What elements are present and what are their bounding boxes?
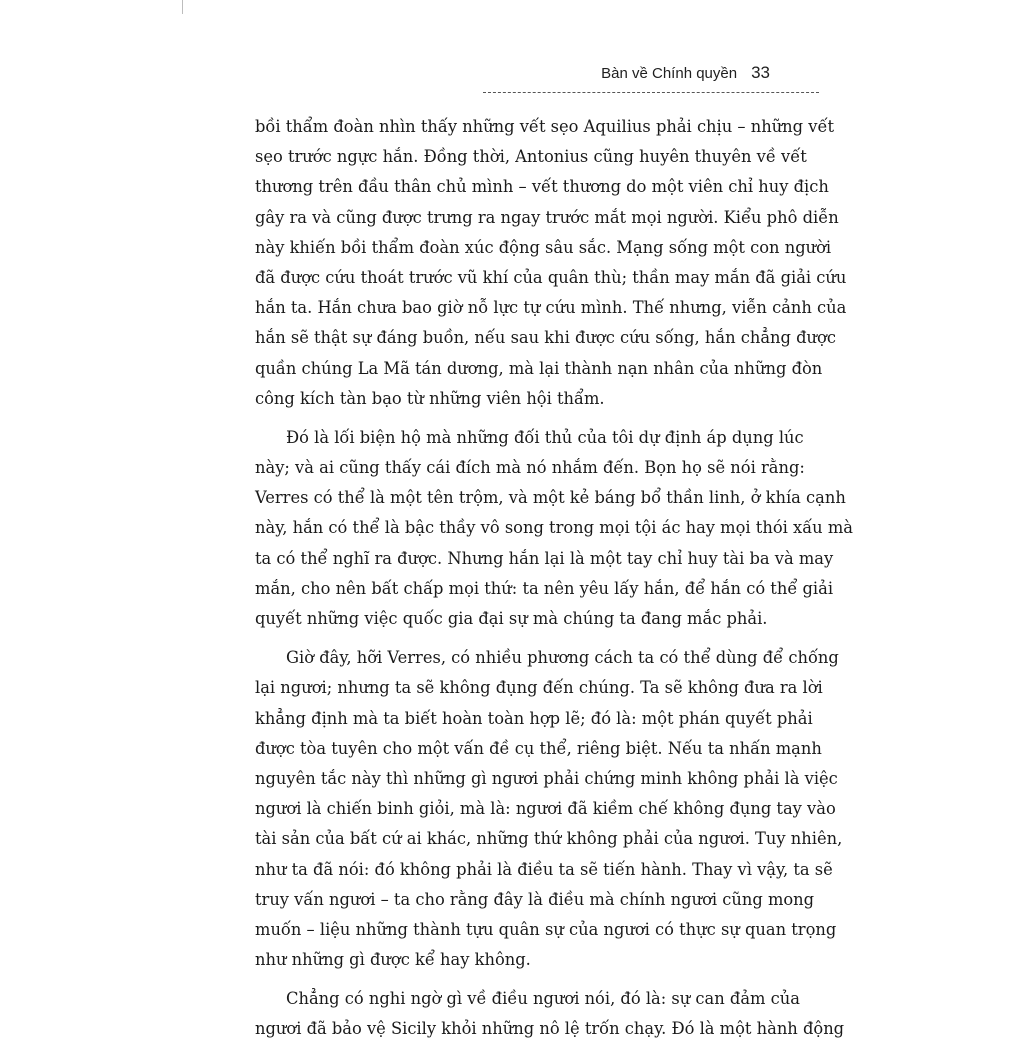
text-line: quyết những việc quốc gia đại sự mà chúng ta đang mắc phải. [255,609,768,628]
text-line: truy vấn ngươi – ta cho rằng đây là điều mà chính ngươi cũng mong [255,889,815,909]
text-line: ngươi đã bảo vệ Sicily khỏi những nô lệ trốn chạy. Đó là một hành động [255,1019,845,1039]
text-line: hắn sẽ thật sự đáng buồn, nếu sau khi được cứu sống, hắn chẳng được [255,328,836,348]
text-line: đã được cứu thoát trước vũ khí của quân thù; thần may mắn đã giải cứu [255,267,847,287]
paragraph [255,423,853,634]
text-line: công kích tàn bạo từ những viên hội thẩm. [255,388,605,408]
text-line: sẹo trước ngực hắn. Đồng thời, Antonius cũng huyên thuyên về vết [255,147,807,167]
text-line: Giờ đây, hỡi Verres, có nhiều phương cách ta có thể dùng để chống [286,648,839,668]
text-line: Chẳng có nghi ngờ gì về điều ngươi nói, đó là: sự can đảm của [286,989,800,1009]
text-line: mắn, cho nên bất chấp mọi thứ: ta nên yêu lấy hắn, để hắn có thể giải [255,578,834,598]
text-line: này, hắn có thể là bậc thầy vô song trong mọi tội ác hay mọi thói xấu mà [255,518,853,538]
body-text [255,112,853,1045]
paragraph [255,984,845,1044]
text-line: như ta đã nói: đó không phải là điều ta sẽ tiến hành. Thay vì vậy, ta sẽ [255,859,833,879]
paragraph-spacer [255,414,771,423]
section-title: Bàn về Chính quyền [601,65,738,82]
text-line: lại ngươi; nhưng ta sẽ không đụng đến chúng. Ta sẽ không đưa ra lời [255,678,823,698]
text-line: được tòa tuyên cho một vấn đề cụ thể, riêng biệt. Nếu ta nhấn mạnh [255,738,822,758]
text-line: ta có thể nghĩ ra được. Nhưng hắn lại là một tay chỉ huy tài ba và may [255,548,834,568]
paragraph-spacer [255,975,771,984]
text-line: tài sản của bất cứ ai khác, những thứ không phải của ngươi. Tuy nhiên, [255,829,843,849]
text-line: quần chúng La Mã tán dương, mà lại thành nạn nhân của những đòn [255,358,823,378]
text-line: Đó là lối biện hộ mà những đối thủ của tôi dự định áp dụng lúc [286,427,804,447]
header-dashed-rule [483,92,819,93]
page-edge-mark [182,0,183,14]
text-line: muốn – liệu những thành tựu quân sự của ngươi có thực sự quan trọng [255,919,837,939]
paragraph-spacer [255,634,771,643]
text-line: ngươi là chiến binh giỏi, mà là: ngươi đã kiềm chế không đụng tay vào [255,799,836,819]
paragraph [255,643,843,975]
text-line: hắn ta. Hắn chưa bao giờ nỗ lực tự cứu mình. Thế nhưng, viễn cảnh của [255,298,847,318]
text-line: khẳng định mà ta biết hoàn toàn hợp lẽ; đó là: một phán quyết phải [255,708,813,728]
text-line: này; và ai cũng thấy cái đích mà nó nhắm đến. Bọn họ sẽ nói rằng: [255,458,805,478]
text-line: này khiến bồi thẩm đoàn xúc động sâu sắc. Mạng sống một con người [255,237,832,257]
text-line: thương trên đầu thân chủ mình – vết thương do một viên chỉ huy địch [255,177,829,197]
text-line: bồi thẩm đoàn nhìn thấy những vết sẹo Aquilius phải chịu – những vết [255,117,835,136]
text-line: Verres có thể là một tên trộm, và một kẻ báng bổ thần linh, ở khía cạnh [255,488,846,508]
text-line: gây ra và cũng được trưng ra ngay trước mắt mọi người. Kiểu phô diễn [255,207,839,227]
page-number: 33 [751,63,770,82]
running-header [560,63,770,87]
text-line: nguyên tắc này thì những gì ngươi phải chứng minh không phải là việc [255,768,838,788]
paragraph [255,112,847,414]
text-line: như những gì được kể hay không. [255,950,531,970]
